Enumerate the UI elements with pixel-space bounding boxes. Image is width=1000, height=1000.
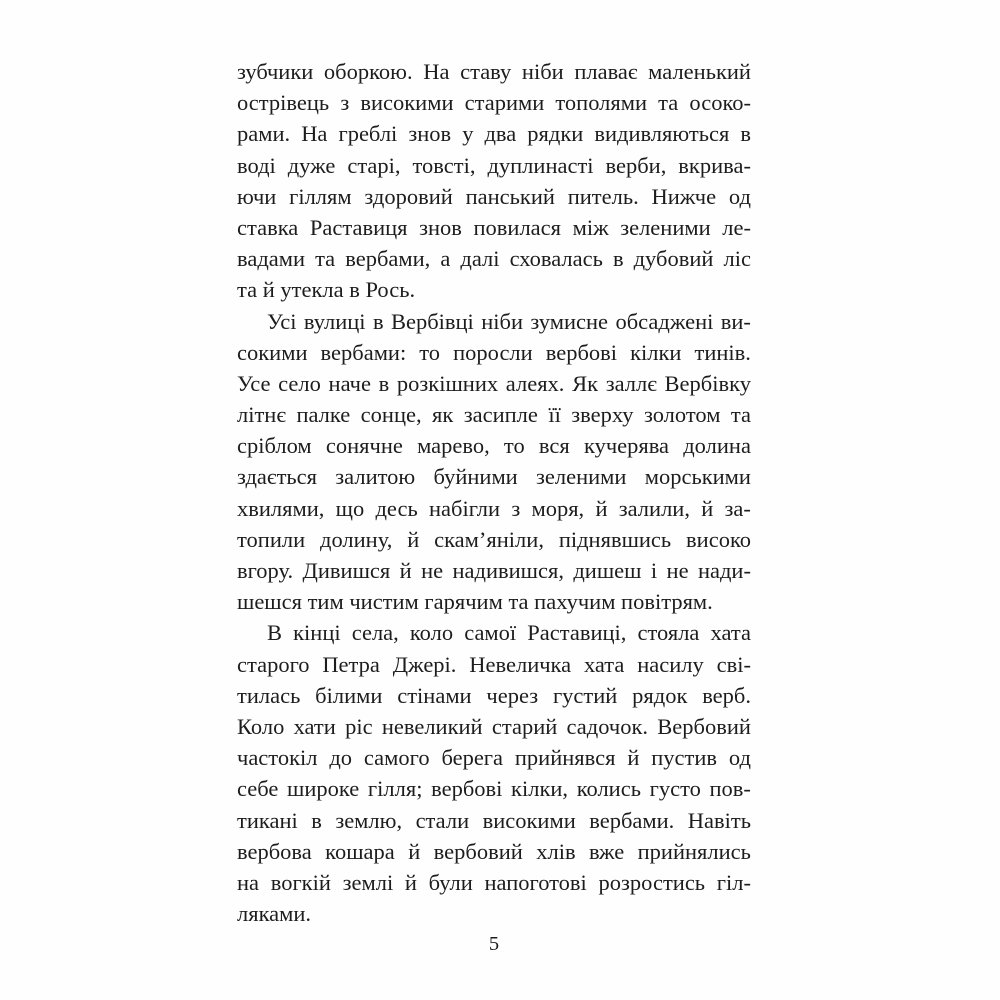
- paragraph: [237, 306, 751, 618]
- text-line: Коло хати ріс невеликий старий садочок. Вербовий: [237, 713, 751, 739]
- text-line: на вогкій землі й були напоготові розростись гіл-: [237, 869, 751, 895]
- paragraph: [237, 617, 751, 929]
- text-line: ляками.: [237, 901, 312, 927]
- page-number: 5: [488, 933, 500, 955]
- text-line: шешся тим чистим гарячим та пахучим повітрям.: [237, 589, 713, 615]
- text-line: сокими вербами: то поросли вербові кілки тинів.: [237, 339, 751, 365]
- text-line: сріблом сонячне марево, то вся кучерява долина: [237, 433, 751, 459]
- text-line: воді дуже старі, товсті, дуплинасті верби, вкрива-: [237, 152, 751, 178]
- text-line: старого Петра Джері. Невеличка хата насилу сві-: [237, 651, 751, 677]
- page-text: [237, 56, 751, 929]
- text-line: острівець з високими старими тополями та осоко-: [237, 90, 751, 116]
- text-line: Усі вулиці в Вербівці ніби зумисне обсаджені ви-: [267, 308, 751, 334]
- text-line: літнє палке сонце, як засипле її зверху золотом та: [237, 402, 751, 428]
- text-line: ставка Раставиця знов повилася між зеленими ле-: [237, 214, 751, 240]
- text-line: здається залитою буйними зеленими морськими: [237, 464, 751, 490]
- text-line: топили долину, й скам’яніли, піднявшись високо: [237, 526, 751, 552]
- text-line: хвилями, що десь набігли з моря, й залили, й за-: [237, 495, 751, 521]
- text-line: та й утекла в Рось.: [237, 277, 416, 303]
- text-line: частокіл до самого берега прийнявся й пустив од: [237, 745, 751, 771]
- text-line: зубчики оборкою. На ставу ніби плаває маленький: [237, 59, 751, 84]
- text-line: вадами та вербами, а далі сховалась в дубовий ліс: [237, 246, 751, 272]
- text-line: вербова кошара й вербовий хлів вже прийнялись: [237, 838, 751, 864]
- text-line: тилась білими стінами через густий рядок верб.: [237, 682, 751, 708]
- text-line: рами. На греблі знов у два рядки видивляються в: [237, 121, 751, 147]
- text-line: В кінці села, коло самої Раставиці, стояла хата: [267, 620, 751, 646]
- text-line: тикані в землю, стали високими вербами. Навіть: [237, 807, 751, 833]
- paragraph: [237, 56, 751, 306]
- text-line: вгору. Дивишся й не надивишся, дишеш і не нади-: [237, 558, 751, 583]
- text-line: ючи гіллям здоровий панський питель. Нижче од: [237, 183, 751, 209]
- text-line: себе широке гілля; вербові кілки, колись густо пов-: [237, 776, 751, 802]
- text-line: Усе село наче в розкішних алеях. Як заллє Вербівку: [237, 370, 751, 396]
